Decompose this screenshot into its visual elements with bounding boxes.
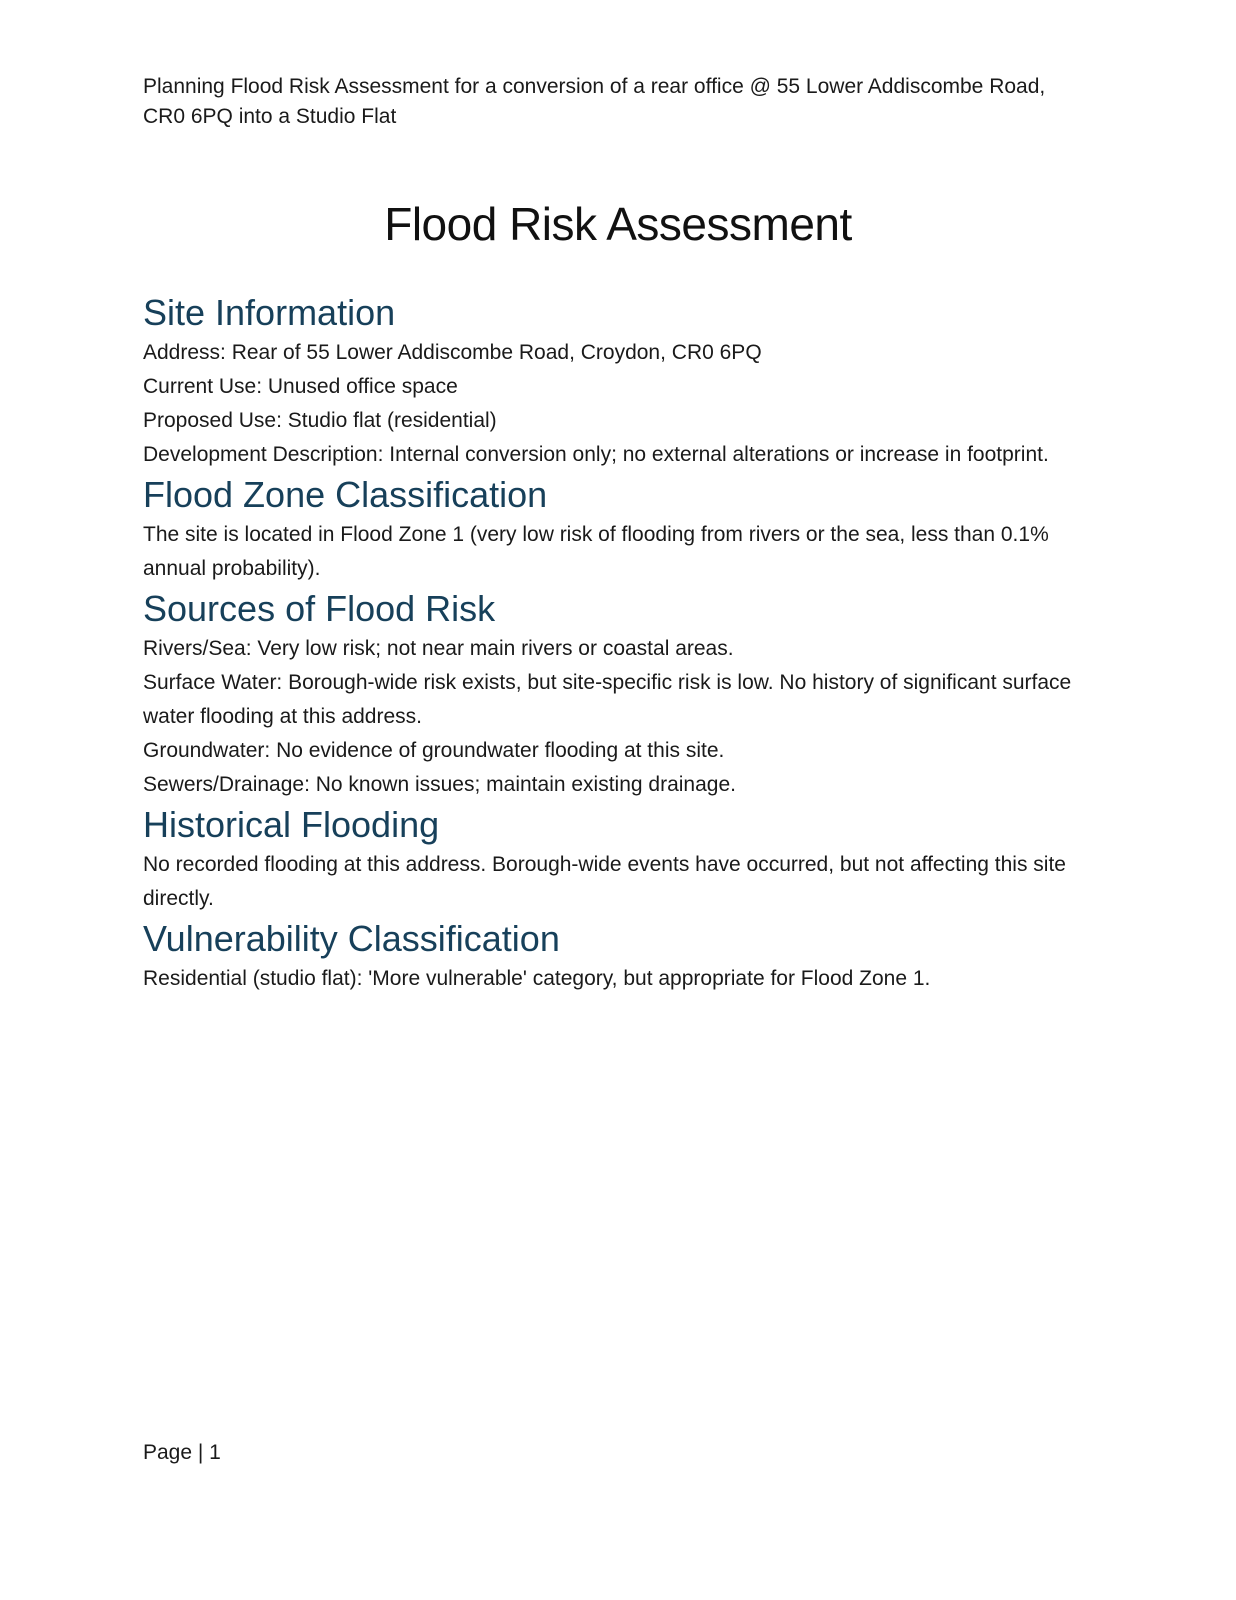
section-heading: Site Information <box>143 292 396 333</box>
rivers-sea-risk: Rivers/Sea: Very low risk; not near main rivers or coastal areas. <box>143 637 734 660</box>
section-vulnerability-classification <box>143 916 1093 996</box>
section-flood-zone-classification <box>143 472 1093 586</box>
section-heading: Flood Zone Classification <box>143 474 548 515</box>
paragraph: The site is located in Flood Zone 1 (very low risk of flooding from rivers or the sea, less than 0.1% annual probability). <box>143 523 1049 580</box>
document-body <box>143 290 1093 996</box>
section-sources-of-flood-risk <box>143 586 1093 802</box>
section-site-information <box>143 290 1093 472</box>
site-address: Address: Rear of 55 Lower Addiscombe Road, Croydon, CR0 6PQ <box>143 341 762 364</box>
section-heading: Vulnerability Classification <box>143 918 560 959</box>
paragraph: No recorded flooding at this address. Borough-wide events have occurred, but not affecting this site directly. <box>143 853 1066 910</box>
groundwater-risk: Groundwater: No evidence of groundwater flooding at this site. <box>143 739 725 762</box>
section-heading: Historical Flooding <box>143 804 440 845</box>
page-header: Planning Flood Risk Assessment for a conversion of a rear office @ 55 Lower Addiscombe Road, CR0 6PQ into a Studio Flat <box>143 75 1046 128</box>
document-title: Flood Risk Assessment <box>384 198 852 250</box>
proposed-use: Proposed Use: Studio flat (residential) <box>143 409 497 432</box>
section-historical-flooding <box>143 802 1093 916</box>
page-number: Page | 1 <box>143 1441 221 1464</box>
current-use: Current Use: Unused office space <box>143 375 458 398</box>
surface-water-risk: Surface Water: Borough-wide risk exists, but site-specific risk is low. No history of significant surface water flooding at this address. <box>143 671 1072 728</box>
development-description: Development Description: Internal conversion only; no external alterations or increase in footprint. <box>143 443 1049 466</box>
section-heading: Sources of Flood Risk <box>143 588 496 629</box>
paragraph: Residential (studio flat): 'More vulnerable' category, but appropriate for Flood Zone 1. <box>143 967 931 990</box>
sewers-drainage-risk: Sewers/Drainage: No known issues; maintain existing drainage. <box>143 773 736 796</box>
